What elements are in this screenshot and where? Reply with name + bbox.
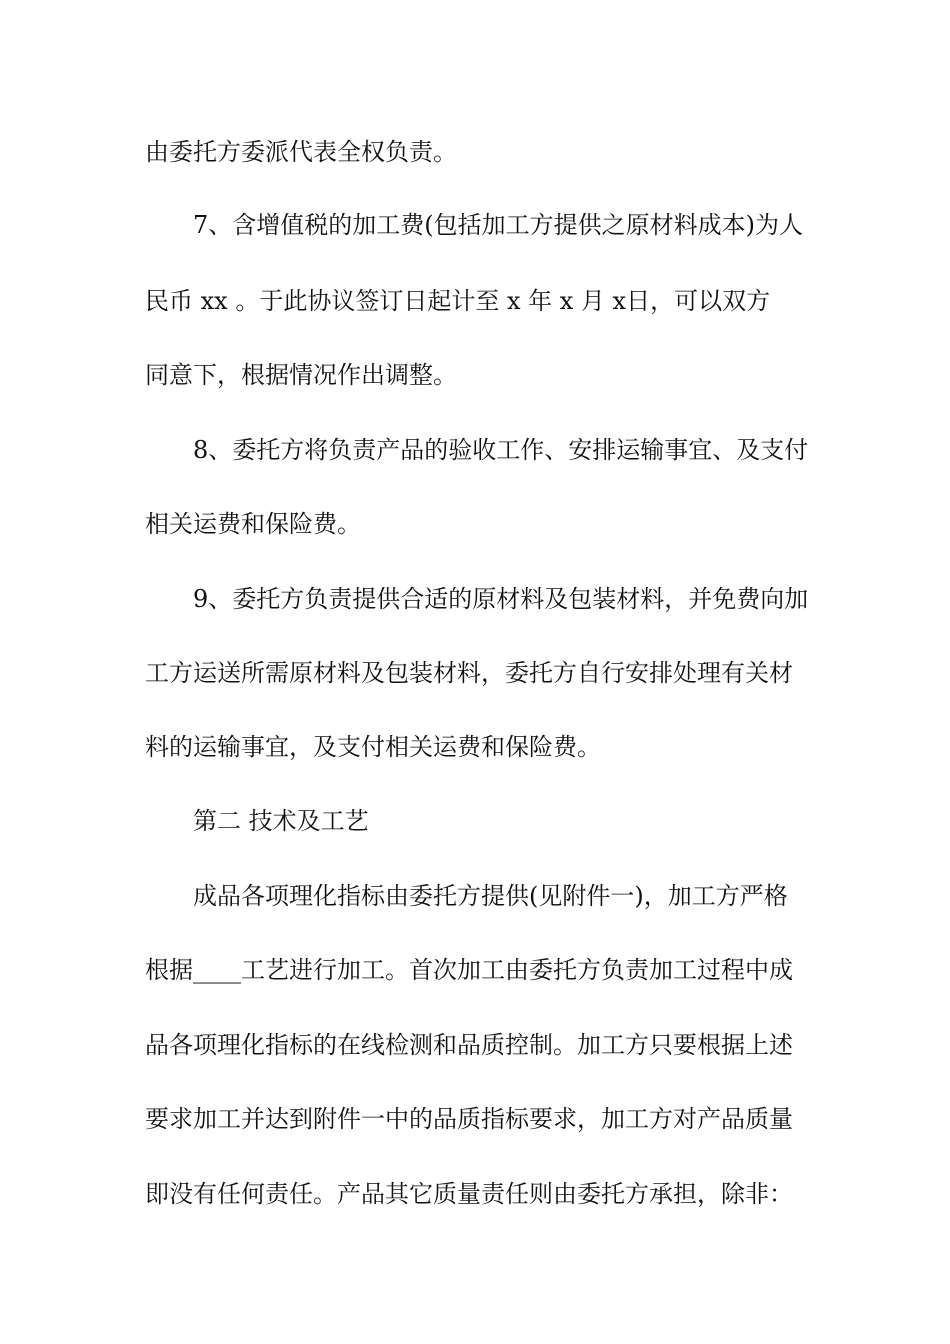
text-line: 料的运输事宜，及支付相关运费和保险费。: [145, 733, 601, 761]
text-line: 民币 xx 。于此协议签订日起计至 x 年 x 月 x日，可以双方: [145, 287, 771, 315]
text-line: 由委托方委派代表全权负责。: [145, 138, 457, 166]
text-line: 根据____工艺进行加工。首次加工由委托方负责加工过程中成: [145, 956, 793, 984]
paragraph-line: 成品各项理化指标由委托方提供(见附件一)，加工方严格: [193, 882, 788, 910]
text-line: 品各项理化指标的在线检测和品质控制。加工方只要根据上述: [145, 1031, 793, 1059]
text-line: 相关运费和保险费。: [145, 510, 361, 538]
text-line: 即没有任何责任。产品其它质量责任则由委托方承担，除非：: [145, 1180, 793, 1208]
section-heading: 第二 技术及工艺: [193, 807, 369, 835]
clause-8-line: 8、委托方将负责产品的验收工作、安排运输事宜、及支付: [193, 436, 809, 464]
text-line: 同意下，根据情况作出调整。: [145, 361, 457, 389]
clause-9-line: 9、委托方负责提供合适的原材料及包装材料，并免费向加: [193, 585, 809, 613]
text-line: 要求加工并达到附件一中的品质指标要求，加工方对产品质量: [145, 1105, 793, 1133]
clause-7-line: 7、含增值税的加工费(包括加工方提供之原材料成本)为人: [193, 211, 803, 239]
text-line: 工方运送所需原材料及包装材料，委托方自行安排处理有关材: [145, 659, 793, 687]
